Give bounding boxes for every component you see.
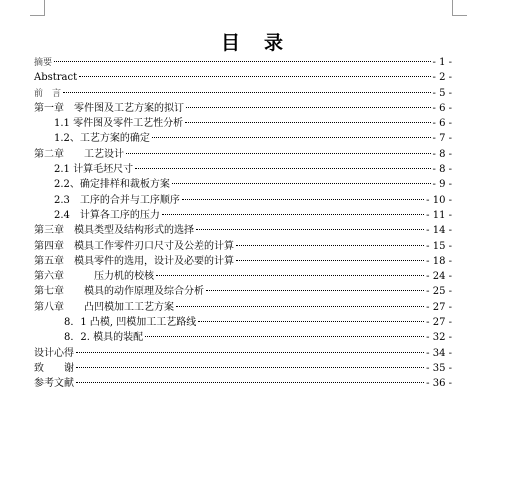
toc-title-char-1: 目 [220,32,242,54]
toc-entry[interactable] [34,70,452,85]
toc-dot-leader [198,321,424,322]
toc-dot-leader [236,260,424,261]
toc-entry-page-number[interactable]: - 27 - [426,301,452,313]
toc-dot-leader [126,153,431,154]
toc-dot-leader [152,137,431,138]
toc-entry[interactable] [34,131,452,146]
toc-entry-label[interactable]: Abstract [34,72,78,84]
toc-entry-label[interactable]: 第五章 模具零件的选用，设计及必要的计算 [34,255,234,267]
toc-title-char-2: 录 [264,32,286,54]
toc-entry[interactable] [34,223,452,238]
toc-entry-page-number[interactable]: - 11 - [426,209,452,221]
toc-entry[interactable] [34,116,452,131]
toc-entry-label[interactable]: 2.3 工序的合并与工序顺序 [54,194,180,206]
toc-entry[interactable] [34,177,452,192]
toc-dot-leader [63,92,431,93]
page-corner-mark-top-left [30,0,45,16]
toc-entry-label[interactable]: 第一章 零件图及工艺方案的拟订 [34,102,184,114]
toc-entry-label[interactable]: 第三章 模具类型及结构形式的选择 [34,225,194,237]
toc-entry-page-number[interactable]: - 8 - [432,164,452,176]
toc-entry-label[interactable]: 2.2、确定排样和裁板方案 [54,179,170,191]
toc-dot-leader [206,290,424,291]
toc-entry-page-number[interactable]: - 25 - [426,286,452,298]
toc-entry-label[interactable]: 2.1 计算毛坯尺寸 [54,164,134,176]
toc-entry-label[interactable]: 2.4 计算各工序的压力 [54,209,160,221]
toc-dot-leader [185,122,430,123]
toc-entry[interactable] [34,330,452,345]
toc-entry-label[interactable]: 致 谢 [34,362,74,374]
toc-dot-leader [186,107,431,108]
page-corner-mark-top-right [452,0,467,16]
toc-entry-label[interactable]: 设计心得 [34,347,74,359]
toc-entry-page-number[interactable]: - 35 - [426,362,452,374]
toc-dot-leader [145,336,424,337]
toc-entry-page-number[interactable]: - 36 - [426,378,452,390]
toc-entry-page-number[interactable]: - 15 - [426,240,452,252]
toc-entry-page-number[interactable]: - 8 - [432,148,452,160]
toc-entry[interactable] [34,55,452,70]
toc-dot-leader [176,306,424,307]
toc-entry[interactable] [34,254,452,269]
toc-entry-label[interactable]: 1.2、工艺方案的确定 [54,133,150,145]
toc-entry-page-number[interactable]: - 32 - [426,332,452,344]
toc-dot-leader [182,199,424,200]
toc-dot-leader [79,76,430,77]
toc-entry-label[interactable]: 1.1 零件图及零件工艺性分析 [54,118,184,130]
toc-dot-leader [162,214,424,215]
toc-entry-label[interactable]: 8．2. 模具的装配 [64,332,144,344]
toc-entry-label[interactable]: 第四章 模具工作零件刃口尺寸及公差的计算 [34,240,234,252]
toc-entry-page-number[interactable]: - 6 - [432,102,452,114]
toc-dot-leader [76,367,424,368]
toc-entry-label[interactable]: 前 言 [34,88,62,99]
toc-entry-page-number[interactable]: - 5 - [432,87,452,99]
toc-entry[interactable] [34,101,452,116]
toc-entry[interactable] [34,239,452,254]
toc-entry[interactable] [34,193,452,208]
toc-title [0,28,506,55]
toc-dot-leader [76,382,424,383]
toc-entry-page-number[interactable]: - 7 - [432,133,452,145]
toc-entry[interactable] [34,162,452,177]
toc-dot-leader [135,168,430,169]
toc-entry-page-number[interactable]: - 27 - [426,317,452,329]
toc-entry[interactable] [34,269,452,284]
toc-dot-leader [236,245,424,246]
toc-entry-page-number[interactable]: - 24 - [426,271,452,283]
toc-entry[interactable] [34,284,452,299]
toc-dot-leader [172,183,431,184]
toc-entry-label[interactable]: 第七章 模具的动作原理及综合分析 [34,286,204,298]
toc-entry-page-number[interactable]: - 9 - [432,179,452,191]
toc-entry-label[interactable]: 参考文献 [34,378,74,390]
toc-entry[interactable] [34,361,452,376]
toc-entry-page-number[interactable]: - 18 - [426,255,452,267]
toc-entry-page-number[interactable]: - 14 - [426,225,452,237]
toc-entry[interactable] [34,147,452,162]
toc-dot-leader [196,229,424,230]
table-of-contents [34,55,452,392]
toc-dot-leader [156,275,424,276]
toc-entry-label[interactable]: 摘要 [34,58,53,68]
toc-entry-label[interactable]: 第八章 凸凹模加工工艺方案 [34,301,174,313]
toc-entry[interactable] [34,208,452,223]
toc-dot-leader [54,61,431,62]
toc-entry-page-number[interactable]: - 2 - [432,72,452,84]
toc-entry-page-number[interactable]: - 1 - [432,57,452,68]
toc-entry-label[interactable]: 第二章 工艺设计 [34,148,124,160]
toc-entry[interactable] [34,346,452,361]
toc-entry-label[interactable]: 第六章 压力机的校核 [34,271,154,283]
toc-entry-label[interactable]: 8．1 凸模, 凹模加工工艺路线 [64,317,197,329]
toc-entry[interactable] [34,315,452,330]
toc-dot-leader [76,352,424,353]
toc-entry-page-number[interactable]: - 6 - [432,118,452,130]
toc-entry[interactable] [34,376,452,391]
toc-entry-page-number[interactable]: - 34 - [426,347,452,359]
toc-entry-page-number[interactable]: - 10 - [426,194,452,206]
toc-entry[interactable] [34,86,452,101]
toc-entry[interactable] [34,300,452,315]
